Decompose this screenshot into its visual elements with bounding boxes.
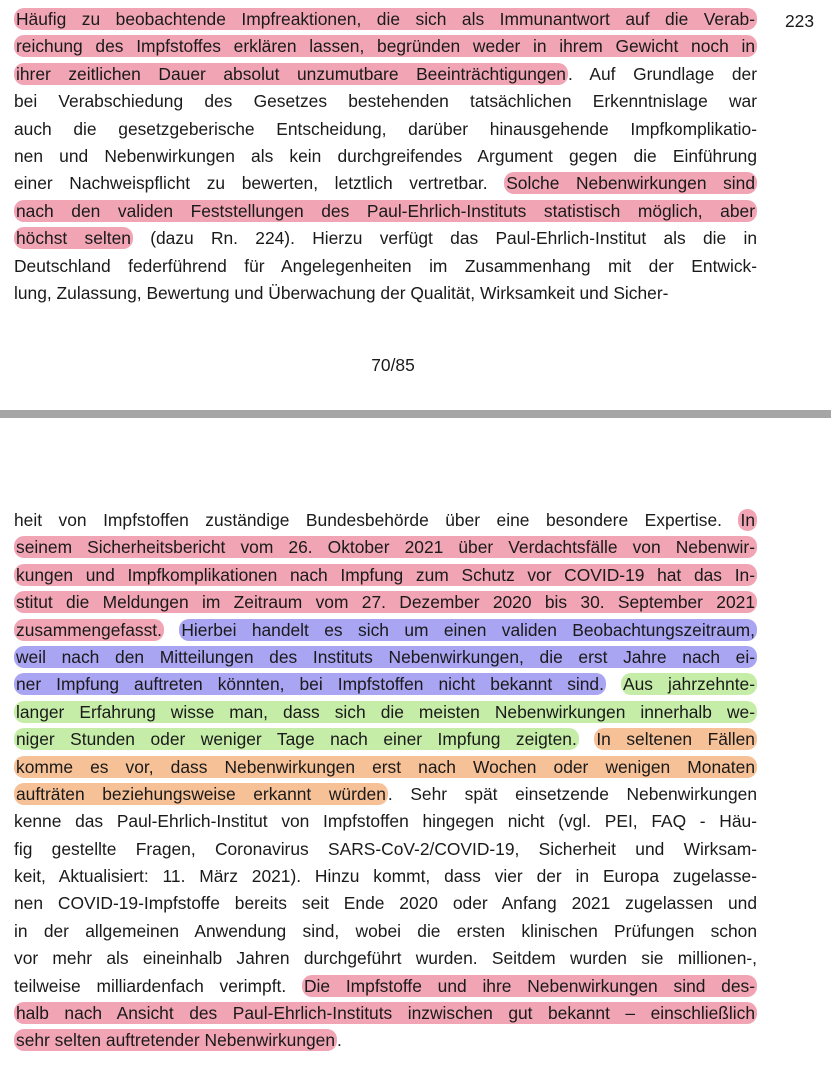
text-run bbox=[164, 620, 179, 640]
text-line bbox=[14, 973, 757, 1000]
text-run bbox=[579, 729, 595, 749]
highlight-pink: sehr selten auftretender Nebenwirkungen bbox=[16, 1030, 336, 1051]
text-line bbox=[14, 253, 757, 280]
paragraph-top bbox=[14, 6, 757, 307]
text-line bbox=[14, 170, 757, 197]
highlight-pink: halb nach Ansicht des Paul-Ehrlich-Instituts inzwischen gut bekannt – einschließlich bbox=[16, 1003, 755, 1024]
text-run: Deutschland federführend für Angelegenheiten im Zusammenhang mit der Entwick- bbox=[14, 255, 757, 276]
text-run: einer Nachweispflicht zu bewerten, letztlich vertretbar. bbox=[14, 173, 505, 194]
text-run bbox=[606, 674, 621, 694]
text-line bbox=[14, 280, 757, 307]
text-line bbox=[14, 1027, 757, 1054]
text-run: . Sehr spät einsetzende Nebenwirkungen bbox=[387, 783, 757, 804]
highlight-pink: höchst selten bbox=[16, 228, 131, 249]
highlight-pink: kungen und Impfkomplikationen nach Impfung zum Schutz vor COVID-19 hat das In- bbox=[16, 564, 755, 585]
highlight-pink: reichung des Impfstoffes erklären lassen, begründen weder in ihrem Gewicht noch in bbox=[16, 36, 755, 57]
highlight-green: langer Erfahrung wisse man, dass sich die meisten Nebenwirkungen innerhalb we- bbox=[16, 701, 755, 722]
document-page-bottom bbox=[0, 418, 831, 1068]
document-page-top bbox=[0, 0, 831, 410]
text-line bbox=[14, 945, 757, 972]
highlight-orange: komme es vor, dass Nebenwirkungen erst nach Wochen oder wenigen Monaten bbox=[16, 756, 755, 777]
text-run: in der allgemeinen Anwendung sind, wobei die ersten klinischen Prüfungen schon bbox=[14, 920, 757, 941]
highlight-pink: Die Impfstoffe und ihre Nebenwirkungen sind des- bbox=[303, 975, 756, 996]
text-line bbox=[14, 671, 757, 698]
text-run: fig gestellte Fragen, Coronavirus SARS-CoV-2/COVID-19, Sicherheit und Wirksam- bbox=[14, 838, 757, 859]
paragraph-bottom bbox=[14, 507, 757, 1055]
text-run: nen COVID-19-Impfstoffe bereits seit Ende 2020 oder Anfang 2021 zugelassen und bbox=[14, 893, 757, 914]
text-run: teilweise milliardenfach verimpft. bbox=[14, 975, 302, 996]
text-run: keit, Aktualisiert: 11. März 2021). Hinzu kommt, dass vier der in Europa zugelasse- bbox=[14, 866, 757, 887]
text-line bbox=[14, 836, 757, 863]
highlight-pink: Solche Nebenwirkungen sind bbox=[506, 173, 756, 194]
highlight-pink: In bbox=[740, 510, 755, 530]
text-run: bei Verabschiedung des Gesetzes bestehenden tatsächlichen Erkenntnislage war bbox=[14, 91, 757, 112]
highlight-pink: ihrer zeitlichen Dauer absolut unzumutbare Beeinträchtigungen bbox=[16, 63, 566, 84]
text-line bbox=[14, 116, 757, 143]
text-line bbox=[14, 562, 757, 589]
text-line bbox=[14, 918, 757, 945]
highlight-orange: In seltenen Fällen bbox=[596, 729, 755, 750]
text-line bbox=[14, 644, 757, 671]
text-run: . bbox=[337, 1030, 342, 1051]
text-line bbox=[14, 726, 757, 753]
text-run: (dazu Rn. 224). Hierzu verfügt das Paul-Ehrlich-Institut als die in bbox=[132, 228, 757, 249]
highlight-pink: nach den validen Feststellungen des Paul-Ehrlich-Instituts statistisch möglich, aber bbox=[16, 200, 755, 221]
highlight-pink: zusammengefasst. bbox=[16, 619, 162, 640]
text-run: kenne das Paul-Ehrlich-Institut von Impfstoffen hingegen nicht (vgl. PEI, FAQ - Häu- bbox=[14, 811, 757, 832]
text-line bbox=[14, 890, 757, 917]
text-line bbox=[14, 6, 757, 33]
text-run: vor mehr als eineinhalb Jahren durchgeführt wurden. Seitdem wurden sie millionen-, bbox=[14, 948, 757, 969]
text-line bbox=[14, 534, 757, 561]
text-line bbox=[14, 699, 757, 726]
text-line bbox=[14, 88, 757, 115]
highlight-pink: stitut die Meldungen im Zeitraum vom 27. Dezember 2020 bis 30. September 2021 bbox=[16, 592, 755, 613]
highlight-blue: Hierbei handelt es sich um einen validen Beobachtungszeitraum, bbox=[181, 619, 755, 640]
text-line bbox=[14, 1000, 757, 1027]
text-line bbox=[14, 781, 757, 808]
text-run: heit von Impfstoffen zuständige Bundesbehörde über eine besondere Expertise. bbox=[14, 510, 739, 530]
text-line bbox=[14, 198, 757, 225]
highlight-blue: weil nach den Mitteilungen des Instituts Nebenwirkungen, die erst Jahre nach ei- bbox=[16, 646, 755, 667]
text-line bbox=[14, 754, 757, 781]
text-line bbox=[14, 808, 757, 835]
page-separator bbox=[0, 410, 831, 418]
text-line bbox=[14, 61, 757, 88]
text-run: nen und Nebenwirkungen als kein durchgreifendes Argument gegen die Einführung bbox=[14, 145, 757, 166]
page-number: 70/85 bbox=[371, 355, 415, 375]
highlight-green: Aus jahrzehnte- bbox=[622, 674, 755, 695]
text-line bbox=[14, 225, 757, 252]
highlight-orange: aufträten beziehungsweise erkannt würden bbox=[16, 783, 386, 804]
margin-number: 223 bbox=[785, 11, 815, 31]
text-line bbox=[14, 507, 757, 534]
text-line bbox=[14, 863, 757, 890]
text-line bbox=[14, 33, 757, 60]
highlight-blue: ner Impfung auftreten könnten, bei Impfstoffen nicht bekannt sind. bbox=[16, 674, 604, 695]
text-run: lung, Zulassung, Bewertung und Überwachung der Qualität, Wirksamkeit und Sicher- bbox=[14, 282, 669, 303]
highlight-pink: seinem Sicherheitsbericht vom 26. Oktober 2021 über Verdachtsfälle von Nebenwir- bbox=[16, 537, 755, 558]
highlight-green: niger Stunden oder weniger Tage nach einer Impfung zeigten. bbox=[16, 729, 577, 750]
text-run: auch die gesetzgeberische Entscheidung, darüber hinausgehende Impfkomplikatio- bbox=[14, 118, 757, 139]
text-line bbox=[14, 589, 757, 616]
text-line bbox=[14, 143, 757, 170]
text-line bbox=[14, 617, 757, 644]
highlight-pink: Häufig zu beobachtende Impfreaktionen, die sich als Immunantwort auf die Verab- bbox=[16, 9, 755, 29]
text-run: . Auf Grundlage der bbox=[567, 63, 757, 84]
